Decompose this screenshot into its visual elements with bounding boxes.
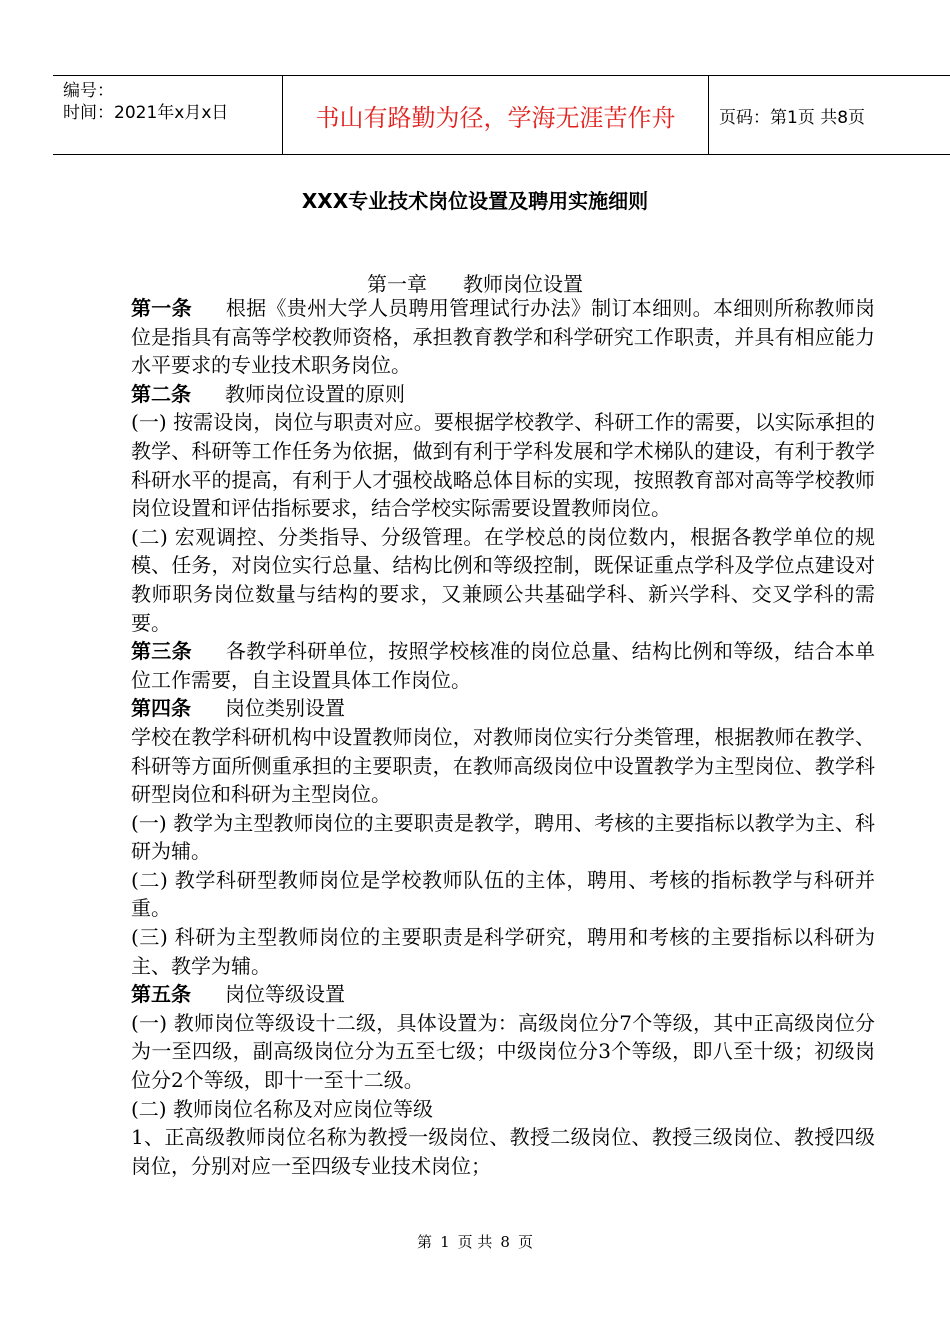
article-label: 第一条	[131, 296, 192, 320]
footer-prefix: 第	[417, 1233, 433, 1251]
document-body	[131, 294, 875, 1180]
page-info-cell	[709, 76, 950, 154]
article-label: 第三条	[131, 639, 192, 664]
chapter-number: 第一章	[367, 272, 427, 296]
header-meta-cell	[53, 76, 283, 154]
article-paragraph	[131, 980, 875, 1009]
article-text: 教师岗位设置的原则	[225, 381, 405, 406]
number-label: 编号：	[63, 81, 114, 101]
clause-paragraph: (一) 教师岗位等级设十二级，具体设置为：高级岗位分7个等级，其中正高级岗位分为一至四级，副高级岗位分为五至七级；中级岗位分3个等级，即八至十级；初级岗位分2个等级，即十一至十二级。	[131, 1010, 875, 1093]
clause-paragraph: (一) 教学为主型教师岗位的主要职责是教学，聘用、考核的主要指标以教学为主、科研为辅。	[131, 810, 875, 864]
article-text: 根据《贵州大学人员聘用管理试行办法》制订本细则。本细则所称教师岗位是指具有高等学校教师资格，承担教育教学和科学研究工作职责，并具有相应能力水平要求的专业技术职务岗位。	[131, 296, 876, 378]
footer-current-page: 1	[440, 1233, 450, 1251]
article-text: 各教学科研单位，按照学校核准的岗位总量、结构比例和等级，结合本单位工作需要，自主设置具体工作岗位。	[131, 639, 876, 692]
time-label: 时间：2021年x月x日	[63, 103, 229, 123]
page-info-text: 页码：第1页 共8页	[719, 107, 866, 128]
article-paragraph	[131, 694, 875, 723]
article-text: 岗位类别设置	[225, 696, 345, 721]
document-title: XXX专业技术岗位设置及聘用实施细则	[301, 189, 649, 213]
article-label: 第四条	[131, 696, 191, 721]
footer-suffix: 页	[517, 1233, 533, 1251]
clause-paragraph: (一) 按需设岗，岗位与职责对应。要根据学校教学、科研工作的需要，以实际承担的教学、科研等工作任务为依据，做到有利于学科发展和学术梯队的建设，有利于教学科研水平的提高，有利于人才强校战略总体目标的实现，按照教育部对高等学校教师岗位设置和评估指标要求，结合学校实际需要设置教师岗位。	[131, 410, 875, 521]
chapter-name: 教师岗位设置	[463, 272, 583, 296]
article-label: 第二条	[131, 381, 191, 406]
article-paragraph	[131, 637, 875, 694]
footer-total-pages: 8	[500, 1233, 510, 1251]
clause-paragraph: (三) 科研为主型教师岗位的主要职责是科学研究，聘用和考核的主要指标以科研为主、教学为辅。	[131, 925, 875, 978]
clause-paragraph: (二) 教师岗位名称及对应岗位等级	[131, 1096, 433, 1121]
page-footer	[0, 1231, 950, 1252]
header-table	[53, 75, 950, 155]
article-paragraph	[131, 380, 875, 409]
article-paragraph	[131, 294, 875, 380]
article-text: 岗位等级设置	[225, 982, 345, 1007]
clause-paragraph: (二) 宏观调控、分类指导、分级管理。在学校总的岗位数内，根据各教学单位的规模、任务，对岗位实行总量、结构比例和等级控制，既保证重点学科及学位点建设对教师职务岗位数量与结构的要求，又兼顾公共基础学科、新兴学科、交叉学科的需要。	[131, 524, 875, 635]
motto-cell	[283, 76, 709, 154]
clause-paragraph: 学校在教学科研机构中设置教师岗位，对教师岗位实行分类管理，根据教师在教学、科研等方面所侧重承担的主要职责，在教师高级岗位中设置教学为主型岗位、教学科研型岗位和科研为主型岗位。	[131, 724, 875, 807]
clause-paragraph: (二) 教学科研型教师岗位是学校教师队伍的主体，聘用、考核的指标教学与科研并重。	[131, 867, 875, 921]
footer-middle: 页 共	[457, 1233, 493, 1251]
clause-paragraph: 1、正高级教师岗位名称为教授一级岗位、教授二级岗位、教授三级岗位、教授四级岗位，分别对应一至四级专业技术岗位；	[131, 1125, 875, 1178]
chapter-heading	[0, 268, 950, 297]
article-label: 第五条	[131, 982, 191, 1007]
motto-text: 书山有路勤为径，学海无涯苦作舟	[315, 103, 676, 132]
